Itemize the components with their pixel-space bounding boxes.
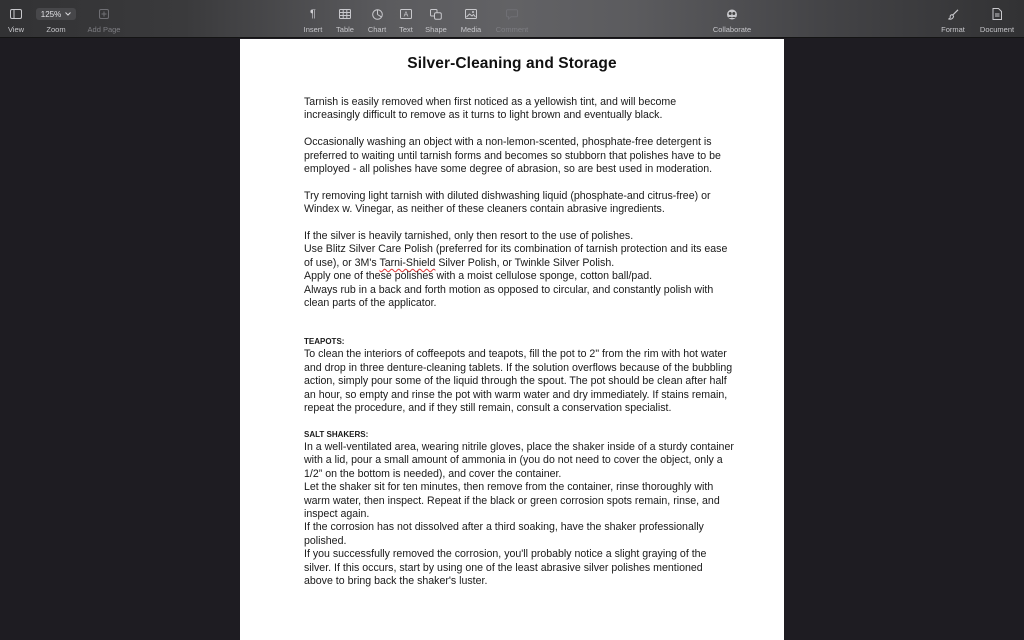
document-button[interactable] xyxy=(976,0,1018,38)
add-page-button[interactable] xyxy=(84,0,124,38)
insert-label: Insert xyxy=(303,25,323,34)
blank-line xyxy=(304,323,734,336)
text-label: Text xyxy=(399,25,413,34)
add-page-icon xyxy=(99,3,109,25)
shape-icon xyxy=(430,3,442,25)
misspelled-word: Tarni-Shield xyxy=(379,256,436,269)
paragraph: Occasionally washing an object with a non-lemon-scented, phosphate-free detergent is preferred to waiting until tarnish forms and becomes so stubborn that polishes have to be employed - all polishes have some degree of abrasion, so are best used in moderation. xyxy=(304,136,721,176)
paragraph: If you successfully removed the corrosion, you'll probably notice a slight graying of the silver. If this occurs, start by using one of the least abrasive silver polishes mentioned above to bring back the shaker's luster. xyxy=(304,548,707,587)
table-button[interactable] xyxy=(332,0,358,38)
zoom-label: Zoom xyxy=(46,25,66,34)
document-body[interactable] xyxy=(304,96,734,588)
document-icon xyxy=(992,3,1002,25)
format-button[interactable] xyxy=(936,0,970,38)
paragraph: To clean the interiors of coffeepots and teapots, fill the pot to 2" from the rim with hot water and drop in three denture-cleaning tablets. If the solution overflows because of the bubbling action, simply pour some of the liquid through the spout. The pot should be clean after half an hour, so empty and rinse the pot with warm water and dry immediately. If stains remain, repeat the procedure, and if they still remain, consult a conservation specialist. xyxy=(304,348,733,415)
collaborate-label: Collaborate xyxy=(712,25,752,34)
paragraph: Try removing light tarnish with diluted dishwashing liquid (phosphate-and citrus-free) or Windex w. Vinegar, as neither of these cleaners contain abrasive ingredients. xyxy=(304,189,711,216)
add-page-label: Add Page xyxy=(87,25,121,34)
paragraph: Let the shaker sit for ten minutes, then remove from the container, rinse thoroughly with warm water, then inspect. Repeat if the black or green corrosion spots remain, rinse, and inspect again. xyxy=(304,481,720,520)
text-run: Silver Polish, or Twinkle Silver Polish. xyxy=(435,256,615,269)
view-label: View xyxy=(7,25,25,34)
paragraph: Apply one of these polishes with a moist cellulose sponge, cotton ball/pad. xyxy=(304,270,653,283)
text-box-icon xyxy=(400,3,412,25)
paragraph xyxy=(304,243,734,270)
section-heading-teapots: TEAPOTS: xyxy=(304,337,345,347)
toolbar xyxy=(0,0,1024,38)
comment-button[interactable] xyxy=(492,0,532,38)
table-label: Table xyxy=(336,25,354,34)
paragraph: Tarnish is easily removed when first noticed as a yellowish tint, and will become increasingly difficult to remove as it turns to light brown and eventually black. xyxy=(304,96,677,122)
document-title: Silver-Cleaning and Storage xyxy=(407,55,617,72)
text-button[interactable] xyxy=(394,0,418,38)
paintbrush-icon xyxy=(948,3,959,25)
comment-label: Comment xyxy=(495,25,529,34)
blank-line xyxy=(304,310,734,323)
collaborate-icon xyxy=(725,3,739,25)
zoom-value: 125% xyxy=(40,9,62,19)
table-icon xyxy=(339,3,351,25)
text-run: Use Blitz Silver Care Polish (preferred for its combination of tarnish protection and its ease of use), or 3M's xyxy=(304,243,728,269)
paragraph: If the corrosion has not dissolved after a third soaking, have the shaker professionally polished. xyxy=(304,521,704,547)
collaborate-button[interactable] xyxy=(706,0,758,38)
image-icon xyxy=(465,3,477,25)
document-page[interactable] xyxy=(240,39,784,640)
paragraph: Always rub in a back and forth motion as opposed to circular, and constantly polish with clean parts of the applicator. xyxy=(304,283,714,310)
shape-button[interactable] xyxy=(423,0,449,38)
comment-icon xyxy=(506,3,518,25)
chart-icon xyxy=(372,3,383,25)
chart-label: Chart xyxy=(367,25,387,34)
shape-label: Shape xyxy=(425,25,447,34)
pilcrow-icon: ¶ xyxy=(310,8,316,20)
zoom-select[interactable] xyxy=(36,8,76,20)
chart-button[interactable] xyxy=(364,0,390,38)
paragraph: In a well-ventilated area, wearing nitrile gloves, place the shaker inside of a sturdy container with a lid, pour a small amount of ammonia in (you do not need to cover the object, only a 1/2” on the bottom is needed), and cover the container. xyxy=(304,440,734,480)
media-button[interactable] xyxy=(457,0,485,38)
document-label: Document xyxy=(979,25,1015,34)
chevron-down-icon xyxy=(65,12,71,16)
media-label: Media xyxy=(460,25,482,34)
format-label: Format xyxy=(941,25,965,34)
section-heading-salt-shakers: SALT SHAKERS: xyxy=(304,429,369,439)
view-button[interactable] xyxy=(4,0,28,38)
paragraph: If the silver is heavily tarnished, only then resort to the use of polishes. xyxy=(304,230,634,243)
insert-button[interactable] xyxy=(300,0,326,38)
sidebar-icon xyxy=(10,3,22,25)
svg-text:A: A xyxy=(403,11,409,19)
zoom-control[interactable] xyxy=(34,0,78,38)
